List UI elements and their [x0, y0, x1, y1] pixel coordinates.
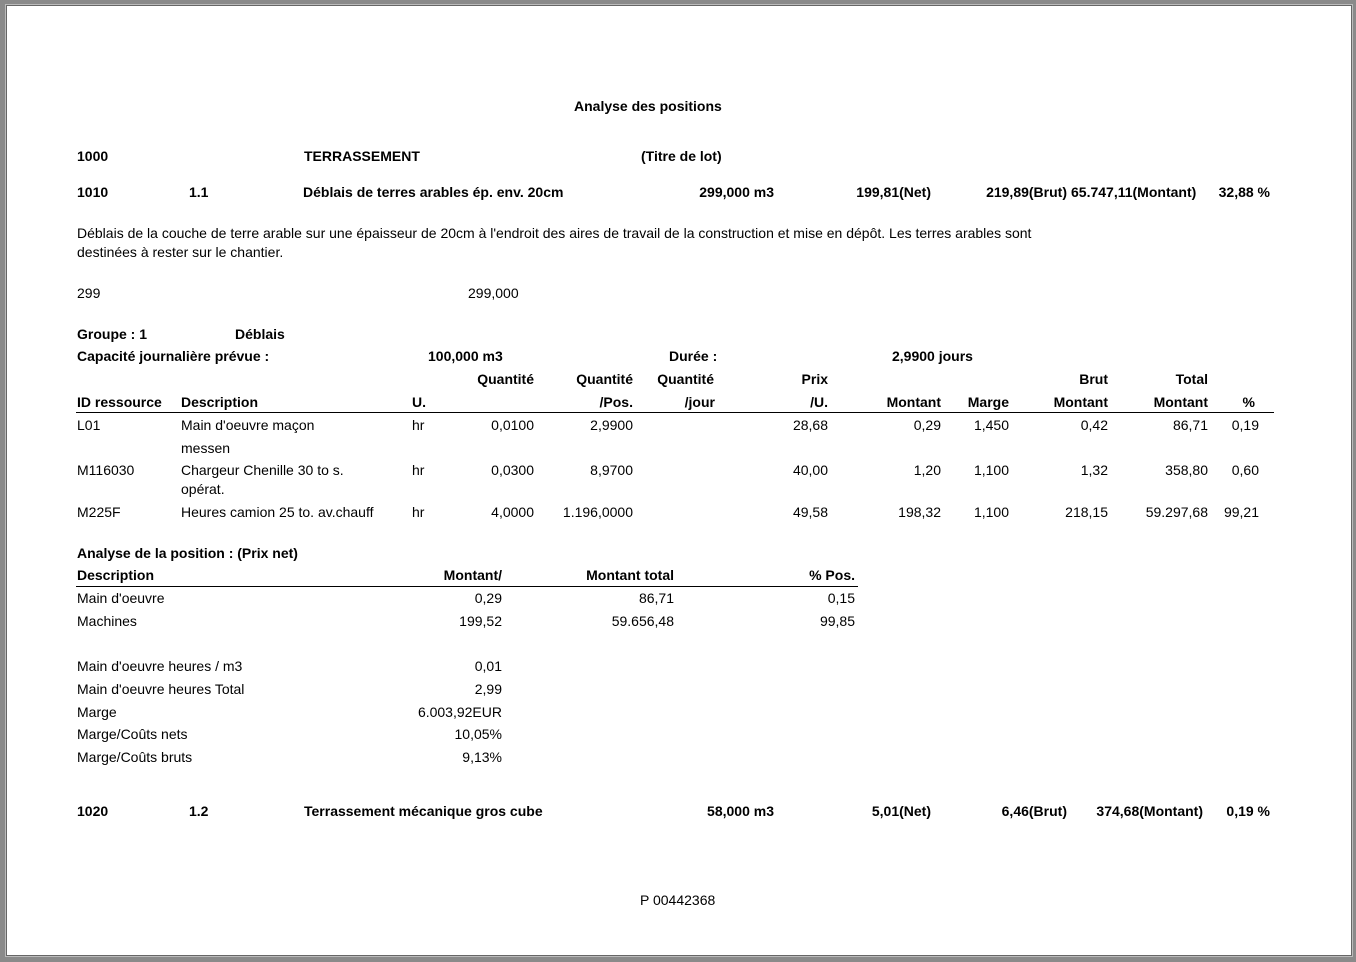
col-total: Total: [1175, 371, 1208, 387]
col-quantity-day: Quantité: [657, 371, 714, 387]
analysis-rule: [76, 586, 858, 587]
lot-name: TERRASSEMENT: [304, 148, 420, 164]
resource-qty: 4,0000: [491, 504, 534, 520]
position-net-price: 5,01(Net): [871, 803, 931, 819]
stat-value: 0,01: [474, 658, 502, 674]
position-gross-price: 219,89(Brut): [986, 184, 1067, 200]
resource-price: 28,68: [792, 417, 828, 433]
position-percent: 0,19 %: [1226, 803, 1270, 819]
stat-value: 10,05%: [454, 726, 502, 742]
analysis-amount: 0,29: [474, 590, 502, 606]
resource-qty-pos: 1.196,0000: [562, 504, 633, 520]
page-reference: P 00442368: [640, 892, 716, 908]
resource-desc: Chargeur Chenille 30 to s.: [181, 462, 344, 478]
position-gross-price: 6,46(Brut): [1001, 803, 1067, 819]
resource-unit: hr: [412, 504, 425, 520]
col-per-day: /jour: [684, 394, 715, 410]
resource-price: 49,58: [792, 504, 828, 520]
col-amount: Montant: [886, 394, 941, 410]
position-net-price: 199,81(Net): [856, 184, 931, 200]
analysis-total: 59.656,48: [611, 613, 674, 629]
resource-qty-pos: 8,9700: [590, 462, 633, 478]
analysis-title: Analyse de la position : (Prix net): [77, 545, 298, 561]
position-quantity: 58,000 m3: [707, 803, 774, 819]
duration-label: Durée :: [669, 348, 718, 364]
group-name: Déblais: [235, 326, 285, 342]
position-id: 1010: [77, 184, 109, 200]
stat-label: Main d'oeuvre heures Total: [77, 681, 245, 697]
col-gross: Brut: [1079, 371, 1108, 387]
col-quantity-pos: Quantité: [576, 371, 633, 387]
resource-amount: 198,32: [898, 504, 941, 520]
capacity-label: Capacité journalière prévue :: [77, 348, 270, 364]
stat-value: 6.003,92EUR: [417, 704, 502, 720]
resource-desc-cont: messen: [181, 440, 231, 456]
resource-desc: Heures camion 25 to. av.chauff: [181, 504, 374, 520]
stat-value: 9,13%: [462, 749, 502, 765]
position-amount: 65.747,11(Montant): [1071, 184, 1197, 200]
resource-unit: hr: [412, 462, 425, 478]
analysis-percent: 99,85: [819, 613, 855, 629]
col-per-unit: /U.: [810, 394, 828, 410]
stat-label: Marge/Coûts bruts: [77, 749, 193, 765]
position-name: Terrassement mécanique gros cube: [304, 803, 543, 819]
resource-total: 358,80: [1165, 462, 1208, 478]
col-quantity: Quantité: [477, 371, 534, 387]
report-page: [6, 5, 1352, 956]
analysis-amount: 199,52: [459, 613, 502, 629]
col-unit: U.: [412, 394, 426, 410]
col-per-pos: /Pos.: [599, 394, 633, 410]
resource-total: 59.297,68: [1145, 504, 1208, 520]
resource-percent: 0,60: [1231, 462, 1259, 478]
analysis-col-description: Description: [77, 567, 155, 583]
resource-qty: 0,0300: [491, 462, 534, 478]
position-id: 1020: [77, 803, 109, 819]
position-number: 1.1: [189, 184, 209, 200]
analysis-percent: 0,15: [827, 590, 855, 606]
lot-id: 1000: [77, 148, 109, 164]
resource-id: M225F: [77, 504, 121, 520]
resource-total: 86,71: [1172, 417, 1208, 433]
resource-amount: 1,20: [913, 462, 941, 478]
resource-margin: 1,100: [973, 504, 1009, 520]
resource-unit: hr: [412, 417, 425, 433]
resource-gross: 218,15: [1065, 504, 1108, 520]
resource-percent: 99,21: [1223, 504, 1259, 520]
resource-desc-cont: opérat.: [181, 481, 225, 497]
col-percent: %: [1242, 394, 1255, 410]
capacity-value: 100,000 m3: [428, 348, 503, 364]
analysis-desc: Machines: [77, 613, 137, 629]
resource-margin: 1,100: [973, 462, 1009, 478]
resource-gross: 1,32: [1080, 462, 1108, 478]
col-total-amount: Montant: [1153, 394, 1208, 410]
position-amount: 374,68(Montant): [1096, 803, 1203, 819]
resource-qty: 0,0100: [491, 417, 534, 433]
stat-label: Marge/Coûts nets: [77, 726, 188, 742]
stat-label: Main d'oeuvre heures / m3: [77, 658, 243, 674]
resource-qty-pos: 2,9900: [590, 417, 633, 433]
resource-percent: 0,19: [1231, 417, 1259, 433]
analysis-col-amount: Montant/: [443, 567, 502, 583]
resource-price: 40,00: [792, 462, 828, 478]
stat-value: 2,99: [474, 681, 502, 697]
resource-desc: Main d'oeuvre maçon: [181, 417, 315, 433]
position-number: 1.2: [189, 803, 209, 819]
resource-table-rule: [76, 412, 1274, 413]
lot-type: (Titre de lot): [641, 148, 722, 164]
duration-value: 2,9900 jours: [892, 348, 973, 364]
quantity-calc-b: 299,000: [468, 285, 519, 301]
report-title: Analyse des positions: [574, 98, 722, 114]
stat-label: Marge: [77, 704, 117, 720]
col-description: Description: [181, 394, 259, 410]
resource-margin: 1,450: [973, 417, 1009, 433]
resource-gross: 0,42: [1080, 417, 1108, 433]
group-label: Groupe : 1: [77, 326, 148, 342]
position-description-line2: destinées à rester sur le chantier.: [77, 244, 284, 260]
resource-amount: 0,29: [913, 417, 941, 433]
position-name: Déblais de terres arables ép. env. 20cm: [303, 184, 564, 200]
analysis-desc: Main d'oeuvre: [77, 590, 165, 606]
analysis-total: 86,71: [638, 590, 674, 606]
col-gross-amount: Montant: [1053, 394, 1108, 410]
col-resource-id: ID ressource: [77, 394, 162, 410]
col-margin: Marge: [967, 394, 1009, 410]
position-quantity: 299,000 m3: [699, 184, 774, 200]
col-price: Prix: [801, 371, 828, 387]
analysis-col-percent: % Pos.: [809, 567, 855, 583]
analysis-col-total: Montant total: [586, 567, 674, 583]
position-description-line1: Déblais de la couche de terre arable sur une épaisseur de 20cm à l'endroit des aires de travail de la construction et mise en dépôt. Les terres arables sont: [77, 225, 1032, 241]
resource-id: L01: [77, 417, 101, 433]
quantity-calc-a: 299: [77, 285, 101, 301]
position-percent: 32,88 %: [1218, 184, 1270, 200]
resource-id: M116030: [77, 462, 135, 478]
